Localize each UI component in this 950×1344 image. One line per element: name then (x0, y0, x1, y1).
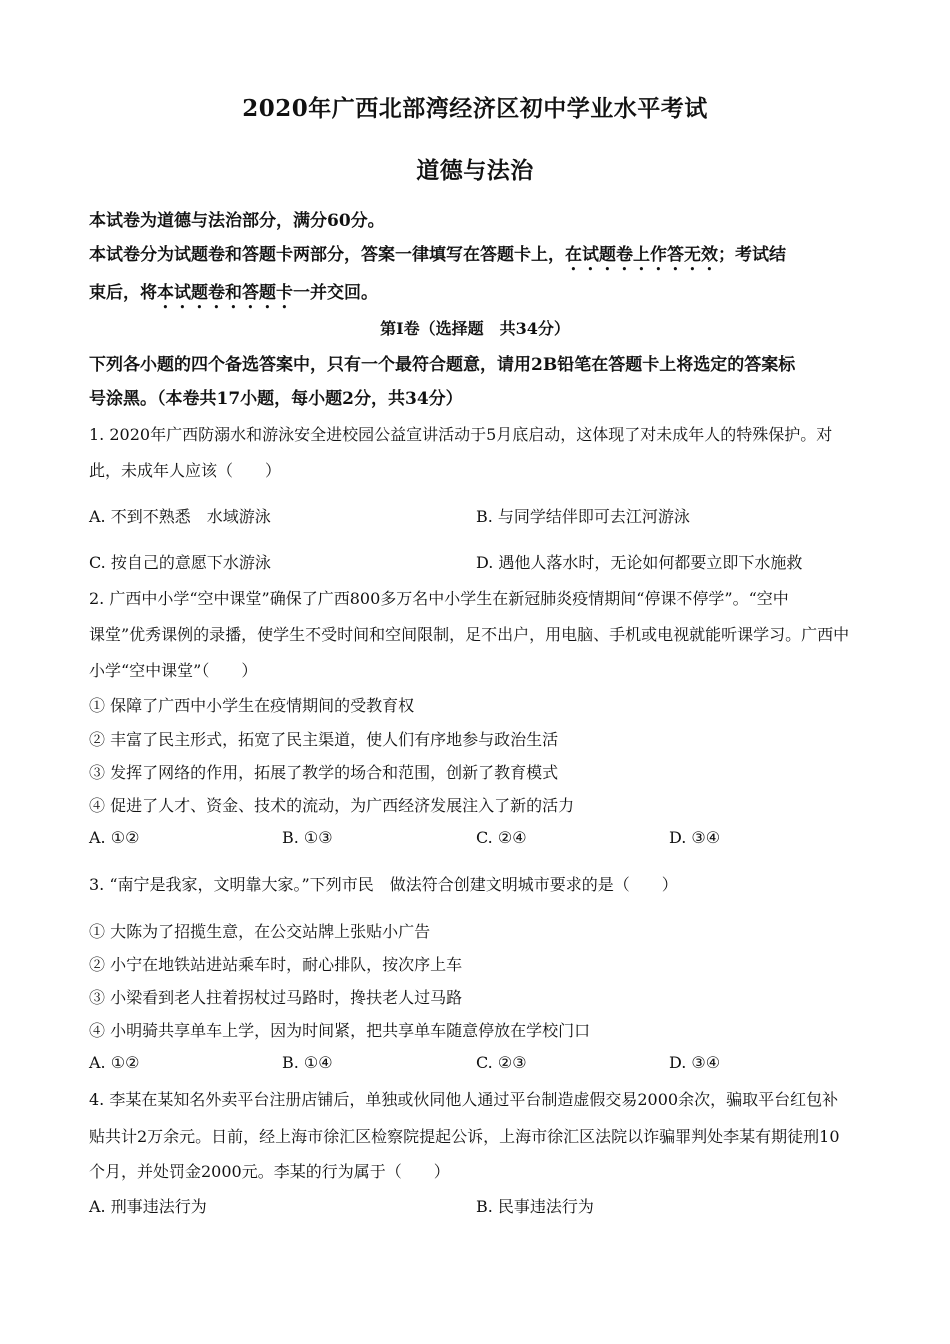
section-description-1: 下列各小题的四个备选答案中，只有一个最符合题意，请用2B铅笔在答题卡上将选定的答案标 (89, 355, 796, 375)
question-1-option-b: B. 与同学结伴即可去江河游泳 (476, 507, 690, 526)
question-2-statement-3: ③ 发挥了网络的作用，拓展了教学的场合和范围，创新了教育模式 (89, 763, 559, 782)
question-4-line-3: 个月，并处罚金2000元。李某的行为属于（ ） (89, 1162, 450, 1181)
question-4-option-b: B. 民事违法行为 (476, 1197, 594, 1216)
emphasized-text: 本试题卷和答题卡 (157, 283, 293, 303)
question-2-option-d: D. ③④ (669, 828, 721, 847)
question-4-line-2: 贴共计2万余元。日前，经上海市徐汇区检察院提起公诉，上海市徐汇区法院以诈骗罪判处李某有期徒刑10 (89, 1127, 840, 1146)
subject-title: 道德与法治 (416, 157, 534, 184)
instruction-line-1: 本试卷为道德与法治部分，满分60分。 (89, 211, 385, 231)
question-2-option-c: C. ②④ (476, 828, 527, 847)
question-3-option-d: D. ③④ (669, 1053, 721, 1072)
question-2-statement-2: ② 丰富了民主形式，拓宽了民主渠道，使人们有序地参与政治生活 (89, 730, 559, 749)
question-3-statement-4: ④ 小明骑共享单车上学，因为时间紧，把共享单车随意停放在学校门口 (89, 1021, 591, 1040)
instruction-line-2 (89, 240, 869, 275)
question-2-option-b: B. ①③ (282, 828, 333, 847)
question-2-line-2: 课堂”优秀课例的录播，使学生不受时间和空间限制，足不出户，用电脑、手机或电视就能听课学习。广西中 (89, 625, 850, 644)
question-3-option-b: B. ①④ (282, 1053, 333, 1072)
question-3-line-1: 3. “南宁是我家，文明靠大家。”下列市民 做法符合创建文明城市要求的是（ ） (89, 875, 678, 894)
question-2-statement-1: ① 保障了广西中小学生在疫情期间的受教育权 (89, 696, 415, 715)
emphasized-text: 在试题卷上作答无效 (565, 245, 718, 265)
question-1-line-2: 此，未成年人应该（ ） (89, 461, 282, 480)
question-2-statement-4: ④ 促进了人才、资金、技术的流动，为广西经济发展注入了新的活力 (89, 796, 575, 815)
question-3-statement-3: ③ 小梁看到老人拄着拐杖过马路时，搀扶老人过马路 (89, 988, 463, 1007)
question-2-option-a: A. ①② (89, 828, 140, 847)
instruction-text: ；考试结 (718, 245, 786, 265)
question-1-option-d: D. 遇他人落水时，无论如何都要立即下水施救 (476, 553, 803, 572)
question-1-option-c: C. 按自己的意愿下水游泳 (89, 553, 271, 572)
question-3-option-a: A. ①② (89, 1053, 140, 1072)
question-3-statement-2: ② 小宁在地铁站进站乘车时，耐心排队，按次序上车 (89, 955, 463, 974)
question-1-line-1: 1. 2020年广西防溺水和游泳安全进校园公益宣讲活动于5月底启动，这体现了对未成年人的特殊保护。对 (89, 425, 833, 444)
instruction-text: 束后，将 (89, 283, 157, 303)
question-3-statement-1: ① 大陈为了招揽生意，在公交站牌上张贴小广告 (89, 922, 431, 941)
question-3-option-c: C. ②③ (476, 1053, 527, 1072)
instruction-line-3 (89, 278, 869, 313)
instruction-text: 一并交回。 (293, 283, 378, 303)
question-4-line-1: 4. 李某在某知名外卖平台注册店铺后，单独或伙同他人通过平台制造虚假交易2000余次，骗取平台红包补 (89, 1090, 839, 1109)
question-1-option-a: A. 不到不熟悉 水域游泳 (89, 507, 271, 526)
instruction-text: 本试卷分为试题卷和答题卡两部分，答案一律填写在答题卡上， (89, 245, 565, 265)
section-heading: 第Ⅰ卷（选择题 共34分） (380, 319, 570, 338)
question-4-option-a: A. 刑事违法行为 (89, 1197, 207, 1216)
exam-title: 2020年广西北部湾经济区初中学业水平考试 (242, 95, 708, 122)
question-2-line-3: 小学“空中课堂”（ ） (89, 661, 258, 680)
section-description-2: 号涂黑。（本卷共17小题，每小题2分，共34分） (89, 389, 463, 409)
question-2-line-1: 2. 广西中小学“空中课堂”确保了广西800多万名中小学生在新冠肺炎疫情期间“停课不停学”。“空中 (89, 589, 789, 608)
